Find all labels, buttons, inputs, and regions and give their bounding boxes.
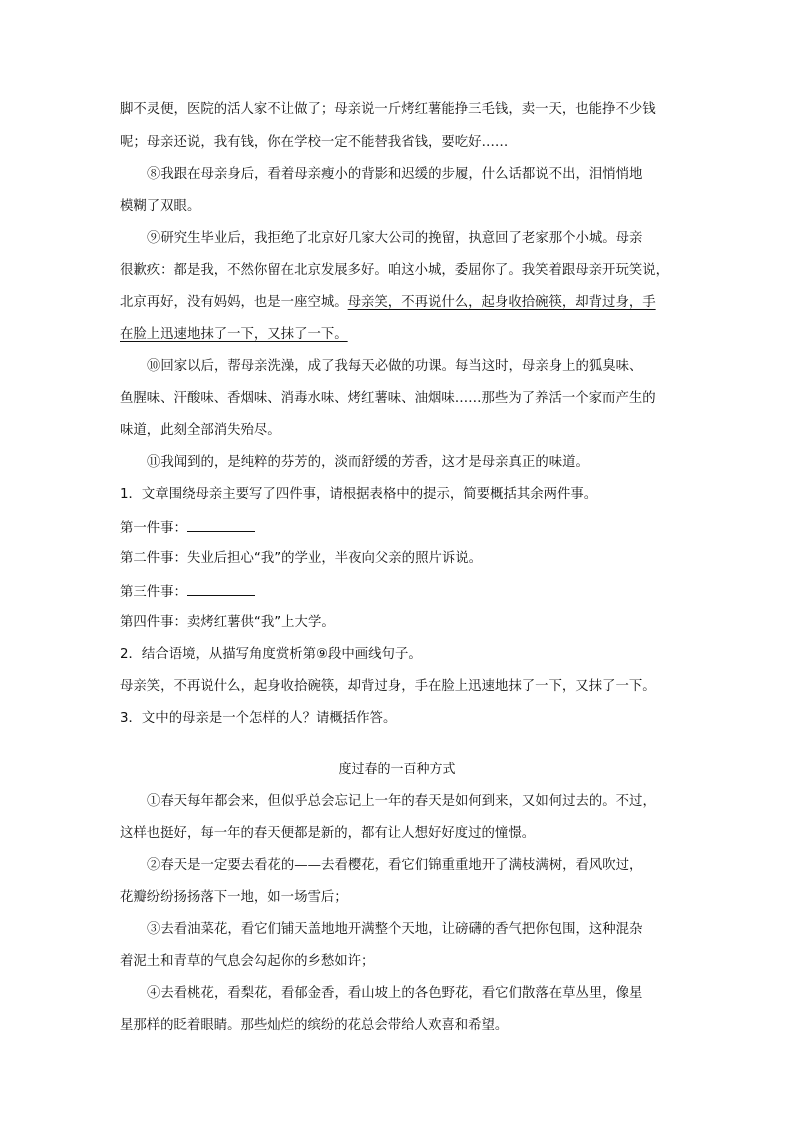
question-3: 3．文中的母亲是一个怎样的人？请概括作答。 — [120, 711, 397, 726]
passage-2-paragraph-2-line-1: ②春天是一定要去看花的——去看樱花，看它们锦重重地开了满枝满树，看风吹过， — [147, 858, 643, 873]
event-1-row — [120, 517, 676, 539]
passage-2-paragraph-3-line-2: 着泥土和青草的气息会勾起你的乡愁如许； — [120, 954, 375, 969]
passage-2-paragraph-2-line-2: 花瓣纷纷扬扬落下一地，如一场雪后； — [120, 890, 348, 905]
paragraph-10-line-1: ⑩回家以后，帮母亲洗澡，成了我每天必做的功课。每当这时，母亲身上的狐臭味、 — [147, 359, 643, 374]
passage-2-paragraph-1-line-2: 这样也挺好，每一年的春天便都是新的，都有让人想好好度过的憧憬。 — [120, 826, 536, 841]
paragraph-9-plain-text: 北京再好，没有妈妈，也是一座空城。 — [120, 295, 348, 310]
passage-2-paragraph-1-line-1: ①春天每年都会来，但似乎总会忘记上一年的春天是如何到来，又如何过去的。不过， — [147, 794, 656, 809]
underlined-sentence-part-2: 在脸上迅速地抹了一下，又抹了一下。 — [120, 327, 348, 342]
passage-2-title: 度过春的一百种方式 — [338, 762, 456, 777]
event-1-answer-blank[interactable] — [187, 517, 255, 532]
passage-2-paragraph-3-line-1: ③去看油菜花，看它们铺天盖地地开满整个天地，让磅礴的香气把你包围，这种混杂 — [147, 922, 643, 937]
paragraph-10-line-2: 鱼腥味、汗酸味、香烟味、消毒水味、烤红薯味、油烟味……那些为了养活一个家而产生的 — [120, 391, 656, 406]
event-3-label: 第三件事： — [120, 585, 187, 600]
paragraph-9-line-2: 很歉疚：都是我，不然你留在北京发展多好。咱这小城，委屈你了。我笑着跟母亲开玩笑说， — [120, 263, 670, 278]
question-2-quote: 母亲笑，不再说什么，起身收拾碗筷，却背过身，手在脸上迅速地抹了一下，又抹了一下。 — [120, 679, 656, 694]
event-4: 第四件事：卖烤红薯供“我”上大学。 — [120, 615, 335, 630]
passage-2-paragraph-4-line-1: ④去看桃花，看梨花，看郁金香，看山坡上的各色野花，看它们散落在草丛里，像星 — [147, 986, 643, 1001]
paragraph-8-line-2: 模糊了双眼。 — [120, 199, 201, 214]
paragraph-10-line-3: 味道，此刻全部消失殆尽。 — [120, 423, 281, 438]
event-3-row — [120, 581, 676, 603]
paragraph-8-line-1: ⑧我跟在母亲身后，看着母亲瘦小的背影和迟缓的步履，什么话都说不出，泪悄悄地 — [147, 167, 643, 182]
event-2: 第二件事：失业后担心“我”的学业，半夜向父亲的照片诉说。 — [120, 551, 483, 566]
paragraph-9-line-4 — [120, 325, 676, 345]
question-1: 1．文章围绕母亲主要写了四件事，请根据表格中的提示，简要概括其余两件事。 — [120, 487, 598, 502]
paragraph-11: ⑪我闻到的，是纯粹的芬芳的，淡而舒缓的芳香，这才是母亲真正的味道。 — [147, 455, 589, 470]
event-3-answer-blank[interactable] — [187, 581, 255, 596]
underlined-sentence-part-1: 母亲笑，不再说什么，起身收拾碗筷，却背过身，手 — [347, 295, 656, 310]
paragraph-9-line-3 — [120, 293, 676, 313]
passage-2-paragraph-4-line-2: 星那样的眨着眼睛。那些灿烂的缤纷的花总会带给人欢喜和希望。 — [120, 1018, 509, 1033]
paragraph-9-line-1: ⑨研究生毕业后，我拒绝了北京好几家大公司的挽留，执意回了老家那个小城。母亲 — [147, 231, 643, 246]
question-2: 2．结合语境，从描写角度赏析第⑨段中画线句子。 — [120, 647, 422, 662]
event-1-label: 第一件事： — [120, 521, 187, 536]
paragraph-7-line-1: 脚不灵便，医院的活人家不让做了；母亲说一斤烤红薯能挣三毛钱，卖一天，也能挣不少钱 — [120, 102, 656, 117]
paragraph-7-line-2: 呢；母亲还说，我有钱，你在学校一定不能替我省钱，要吃好…… — [120, 135, 509, 150]
